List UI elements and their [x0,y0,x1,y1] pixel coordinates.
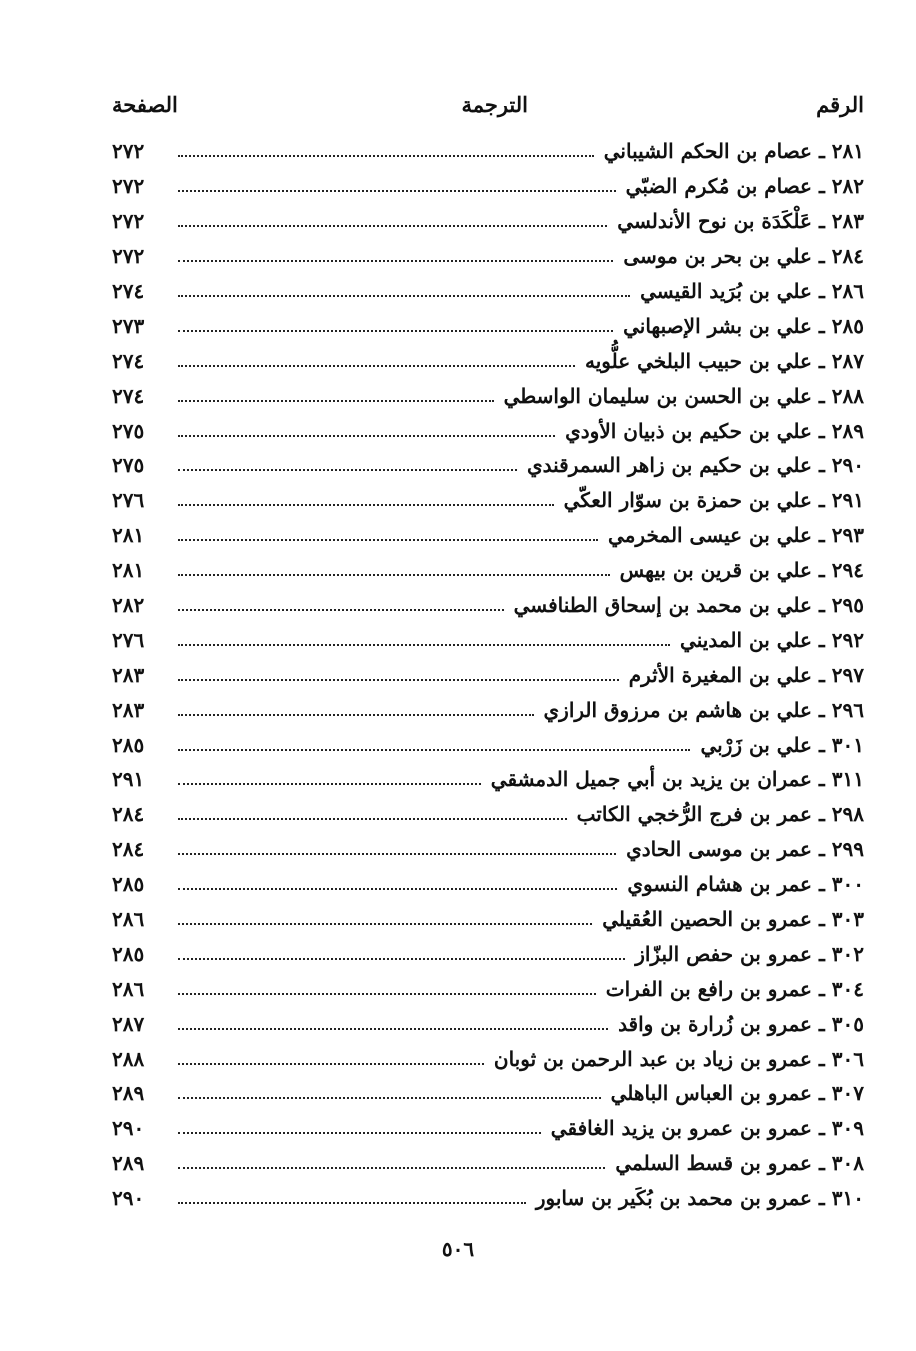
entry-page-number: ٢٨٣ [112,697,145,722]
toc-entry [112,134,864,169]
page-column-label: الصفحة [112,92,178,117]
toc-entry [112,622,864,657]
dot-leader [178,923,592,925]
entry-page-number: ٢٨٤ [112,802,145,827]
dot-leader [178,714,534,716]
dot-leader [178,609,504,611]
entry-page-number: ٢٧٢ [112,209,145,234]
entry-page-number: ٢٧٤ [112,279,145,303]
entry-title: ٢٩٨ ـ عمر بن فرج الرُّخجي الكاتب [576,802,864,827]
entry-title: ٢٩٢ ـ علي بن المديني [680,627,864,652]
entry-title: ٢٨٣ ـ عَلْكَدَة بن نوح الأندلسي [617,209,864,234]
toc-entry [112,1146,864,1181]
entry-title: ٢٩٦ ـ علي بن هاشم بن مرزوق الرازي [543,697,864,722]
entry-title: ٢٩٥ ـ علي بن محمد بن إسحاق الطنافسي [513,593,864,618]
entry-page-number: ٢٨٦ [112,976,145,1001]
dot-leader [178,1167,605,1169]
entry-title: ٣٠٦ ـ عمرو بن زياد بن عبد الرحمن بن ثوبان [493,1046,864,1071]
dot-leader [178,853,616,855]
toc-entry [112,867,864,902]
entry-title: ٢٨٤ ـ علي بن بحر بن موسى [623,244,864,269]
dot-leader [178,888,617,890]
column-header [112,88,864,122]
entry-title: ٢٨١ ـ عصام بن الحكم الشيباني [603,139,864,164]
toc-entry [112,1181,864,1216]
dot-leader [178,365,575,367]
entry-page-number: ٢٧٥ [112,418,145,443]
entry-title: ٢٩٧ ـ علي بن المغيرة الأثرم [628,662,864,687]
entry-title: ٢٨٩ ـ علي بن حكيم بن ذبيان الأودي [565,418,864,443]
entry-page-number: ٢٨١ [112,523,145,548]
entry-page-number: ٢٧٤ [112,383,145,408]
entry-page-number: ٢٨٩ [112,1151,145,1176]
toc-entry [112,762,864,797]
dot-leader [178,1202,526,1204]
entry-title: ٢٩٣ ـ علي بن عيسى المخرمي [608,523,864,548]
title-column-label: الترجمة [461,92,528,117]
dot-leader [178,190,616,192]
entry-title: ٣٠١ ـ علي بن زَرْبي [700,732,864,757]
entry-title: ٣٠٠ ـ عمر بن هشام النسوي [627,872,864,897]
dot-leader [178,539,598,541]
toc-entry [112,588,864,623]
entry-title: ٣٠٥ ـ عمرو بن زُرارة بن واقد [618,1011,864,1036]
entry-page-number: ٢٩٠ [112,1186,145,1211]
entry-page-number: ٢٨١ [112,558,145,583]
toc-entry [112,378,864,413]
toc-entry [112,413,864,448]
toc-entry [112,1111,864,1146]
dot-leader [178,504,554,506]
entry-title: ٢٩٩ ـ عمر بن موسى الحادي [626,837,864,862]
entry-page-number: ٢٨٣ [112,662,145,687]
entry-page-number: ٢٨٩ [112,1081,145,1106]
dot-leader [178,1097,601,1099]
entry-title: ٢٩١ ـ علي بن حمزة بن سوّار العكّي [563,488,864,513]
entry-page-number: ٢٨٨ [112,1046,145,1071]
toc-entry [112,832,864,867]
entry-page-number: ٢٨٧ [112,1011,145,1036]
entry-page-number: ٢٧٢ [112,174,145,199]
entry-title: ٢٨٢ ـ عصام بن مُكرم الضبّي [625,174,864,199]
entry-title: ٢٨٨ ـ علي بن الحسن بن سليمان الواسطي [503,383,864,408]
toc-entry [112,797,864,832]
entry-page-number: ٢٨٢ [112,593,145,618]
entry-page-number: ٢٧٦ [112,627,145,652]
toc-entry [112,483,864,518]
dot-leader [178,993,596,995]
entry-page-number: ٢٩٠ [112,1116,145,1141]
dot-leader [178,783,481,785]
dot-leader [178,574,610,576]
toc-entry [112,692,864,727]
entry-page-number: ٢٧٥ [112,453,145,478]
dot-leader [178,435,555,437]
entry-title: ٢٨٧ ـ علي بن حبيب البلخي علُّويه [584,348,864,373]
toc-entry [112,308,864,343]
entry-title: ٣٠٩ ـ عمرو بن عمرو بن يزيد الغافقي [550,1116,864,1141]
dot-leader [178,1132,541,1134]
toc-entry [112,902,864,937]
toc-entry [112,1076,864,1111]
toc-entry [112,169,864,204]
dot-leader [178,295,630,297]
entry-title: ٣٠٤ ـ عمرو بن رافع بن الفرات [605,976,864,1001]
entry-page-number: ٢٧٢ [112,244,145,269]
dot-leader [178,1063,484,1065]
entry-title: ٢٨٦ ـ علي بن بُرَيد القيسي [640,279,864,303]
entry-page-number: ٢٧٦ [112,488,145,513]
toc-entry [112,1041,864,1076]
dot-leader [178,958,625,960]
dot-leader [178,155,594,157]
dot-leader [178,469,517,471]
entry-page-number: ٢٨٥ [112,732,145,757]
entry-page-number: ٢٩١ [112,767,145,792]
entry-page-number: ٢٧٣ [112,313,145,338]
number-column-label: الرقم [816,92,864,117]
dot-leader [178,1028,608,1030]
entry-title: ٣٠٨ ـ عمرو بن قسط السلمي [615,1151,864,1176]
toc-entry [112,971,864,1006]
toc-entry [112,936,864,971]
entry-page-number: ٢٨٦ [112,907,145,932]
toc-entry [112,239,864,274]
toc-entry [112,448,864,483]
entry-title: ٢٩٤ ـ علي بن قرين بن بيهس [619,558,864,583]
entry-title: ٣١١ ـ عمران بن يزيد بن أبي جميل الدمشقي [490,767,864,792]
dot-leader [178,818,567,820]
toc-entry [112,553,864,588]
entry-title: ٣٠٢ ـ عمرو بن حفص البزّاز [635,941,864,966]
dot-leader [178,260,613,262]
page-number: ٥٠٦ [441,1237,475,1261]
toc-entry [112,204,864,239]
toc-entry [112,727,864,762]
entry-title: ٣١٠ ـ عمرو بن محمد بن بُكَير بن سابور [535,1186,864,1211]
entry-title: ٣٠٣ ـ عمرو بن الحصين العُقيلي [602,907,864,932]
toc-entry [112,1006,864,1041]
entry-title: ٢٩٠ ـ علي بن حكيم بن زاهر السمرقندي [526,453,864,478]
entry-page-number: ٢٧٢ [112,139,145,164]
toc-entry [112,274,864,309]
entry-page-number: ٢٨٥ [112,941,145,966]
entry-title: ٢٨٥ ـ علي بن بشر الإصبهاني [623,313,864,338]
entry-title: ٣٠٧ ـ عمرو بن العباس الباهلي [610,1081,864,1106]
toc-entry [112,657,864,692]
toc-entry [112,343,864,378]
entry-page-number: ٢٧٤ [112,348,145,373]
dot-leader [178,644,670,646]
entry-page-number: ٢٨٥ [112,872,145,897]
dot-leader [178,225,607,227]
dot-leader [178,749,690,751]
toc-entry [112,518,864,553]
dot-leader [178,330,613,332]
dot-leader [178,679,619,681]
toc-list [112,134,864,1216]
dot-leader [178,400,494,402]
entry-page-number: ٢٨٤ [112,837,145,862]
